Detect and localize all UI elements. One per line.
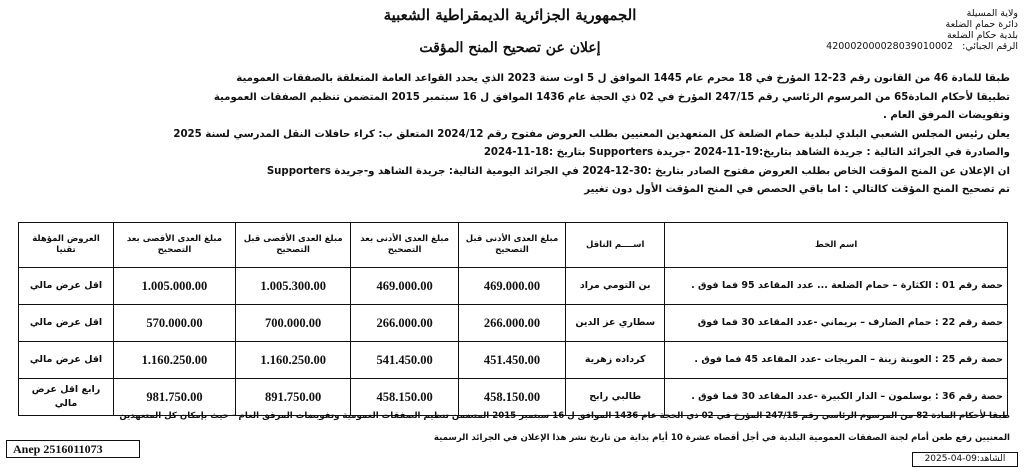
amount-cell: 1.160.250.00 <box>114 342 236 379</box>
table-row <box>19 342 1008 379</box>
notice-body <box>10 70 1010 200</box>
body-line: تطبيقا لأحكام المادة65 من المرسوم الرئاسي رقم 247/15 المؤرخ في 02 ذي الحجة عام 1436 الموافق ل 16 سبتمبر 2015 المتضمن تنظيم الصفقات العمومية <box>213 91 1010 103</box>
amount-cell: 458.150.00 <box>458 379 565 416</box>
column-header: اســــم الناقل <box>566 223 665 268</box>
column-header: مبلغ العدى الأقصى بعد التصحيح <box>114 223 236 268</box>
column-header: مبلغ العدى الأدنى قبل التصحيح <box>458 223 565 268</box>
amount-cell: 451.450.00 <box>458 342 565 379</box>
column-header: مبلغ العدى الأدنى بعد التصحيح <box>351 223 458 268</box>
daira-label: دائرة حمام الضلعة <box>945 19 1018 30</box>
table-row <box>19 268 1008 305</box>
amount-cell: 469.000.00 <box>458 268 565 305</box>
column-header: مبلغ العدى الأقصى قبل التصحيح <box>235 223 351 268</box>
body-line: طبقا للمادة 46 من القانون رقم 23-12 المؤرخ في 18 محرم عام 1445 الموافق ل 5 اوت سنة 2023 الذي يحدد القواعد العامة المتعلقة بالصفقات العمومية <box>236 73 1010 84</box>
body-line: يعلن رئيس المجلس الشعبي البلدي لبلدية حمام الضلعة كل المتعهدين المعنيين بطلب العروض مفتوح رقم 2024/12 المتعلق ب: كراء حافلات النقل المدرسي لسنة 2025 <box>173 128 1010 140</box>
tax-number-label: الرقم الجبائي: <box>962 41 1018 52</box>
table-row <box>19 305 1008 342</box>
amount-cell: 700.000.00 <box>235 305 351 342</box>
amount-cell: 1.005.000.00 <box>114 268 236 305</box>
lot-cell: حصة رقم 22 : حمام الضارف – بريماني -عدد المقاعد 30 فما فوق <box>665 305 1008 342</box>
commune-label: بلدية حكام الضلعة <box>946 30 1018 41</box>
body-line: وتفويضات المرفق العام . <box>882 110 1010 121</box>
anep-reference: Anep 2516011073 <box>6 440 140 458</box>
column-header: العروض المؤهلة تقنيا <box>19 223 114 268</box>
carrier-cell: سطاري عز الدين <box>566 305 665 342</box>
amount-cell: 266.000.00 <box>458 305 565 342</box>
footer-line: المعنيين رفع طعن أمام لجنة الصفقات العمومية البلدية في أجل أقصاه عشرة 10 أيام بداية من تاريخ نشر هذا الإعلان في الجرائد الرسمية <box>433 433 1010 443</box>
column-header: اسم الخط <box>665 223 1008 268</box>
amount-cell: 891.750.00 <box>235 379 351 416</box>
amount-cell: 541.450.00 <box>351 342 458 379</box>
lot-cell: حصة رقم 01 : الكثارة – حمام الضلعة ... عدد المقاعد 95 فما فوق . <box>665 268 1008 305</box>
body-line: تم تصحيح المنح المؤقت كالتالي : اما باقي الحصص في المنح المؤقت الأول دون تغيير <box>584 184 1010 195</box>
amount-cell: 570.000.00 <box>114 305 236 342</box>
footer-line: طبقا لأحكام المادة 82 من المرسوم الرئاسي رقم 247/15 المؤرخ في 02 ذي الحجة عام 1436 الموافق ل 16 سبتمبر 2015 المتضمن تنظيم الصفقات العمومية وتفويضات المرفق العام - حيث بإمكان كل المتعهدين <box>119 411 1010 421</box>
lot-cell: حصة رقم 36 : بوسلمون – الدار الكبيرة -عدد المقاعد 30 فما فوق . <box>665 379 1008 416</box>
issuer-block <box>818 8 1018 52</box>
republic-title: الجمهورية الجزائرية الديمقراطية الشعبية <box>383 6 637 24</box>
offer-cell: اقل عرض مالي <box>19 268 114 305</box>
notice-title: إعلان عن تصحيح المنح المؤقت <box>419 40 601 56</box>
offer-cell: اقل عرض مالي <box>19 305 114 342</box>
publication-date: الشاهد:09-04-2025 <box>912 452 1018 467</box>
offer-cell: اقل عرض مالي <box>19 342 114 379</box>
carrier-cell: طالبي رابح <box>566 379 665 416</box>
amount-cell: 1.160.250.00 <box>235 342 351 379</box>
amount-cell: 469.000.00 <box>351 268 458 305</box>
tax-number-value: 420002000028039010002 <box>826 41 954 52</box>
offer-cell: رابع اقل عرض مالي <box>19 379 114 416</box>
table-header-row <box>19 223 1008 268</box>
amount-cell: 1.005.300.00 <box>235 268 351 305</box>
appeal-notice <box>10 405 1010 449</box>
amount-cell: 981.750.00 <box>114 379 236 416</box>
lot-cell: حصة رقم 25 : العوينة زينة – المريجات -عدد المقاعد 45 فما فوق . <box>665 342 1008 379</box>
tax-number-row <box>818 41 1018 52</box>
carrier-cell: كرداده زهرية <box>566 342 665 379</box>
carrier-cell: بن التومي مراد <box>566 268 665 305</box>
amount-cell: 266.000.00 <box>351 305 458 342</box>
amount-cell: 458.150.00 <box>351 379 458 416</box>
wilaya-label: ولاية المسيلة <box>966 8 1018 19</box>
body-line: والصادرة في الجرائد التالية : جريدة الشاهد بتاريخ:19-11-2024 -جريدة Supporters بتاريخ :18-11-2024 <box>483 147 1010 158</box>
body-line: ان الإعلان عن المنح المؤقت الخاص بطلب العروض مفتوح الصادر بتاريخ :30-12-2024 في الجرائد اليومية التالية: جريدة الشاهد و-جريدة Supporters <box>266 165 1010 177</box>
award-table <box>18 222 1008 416</box>
